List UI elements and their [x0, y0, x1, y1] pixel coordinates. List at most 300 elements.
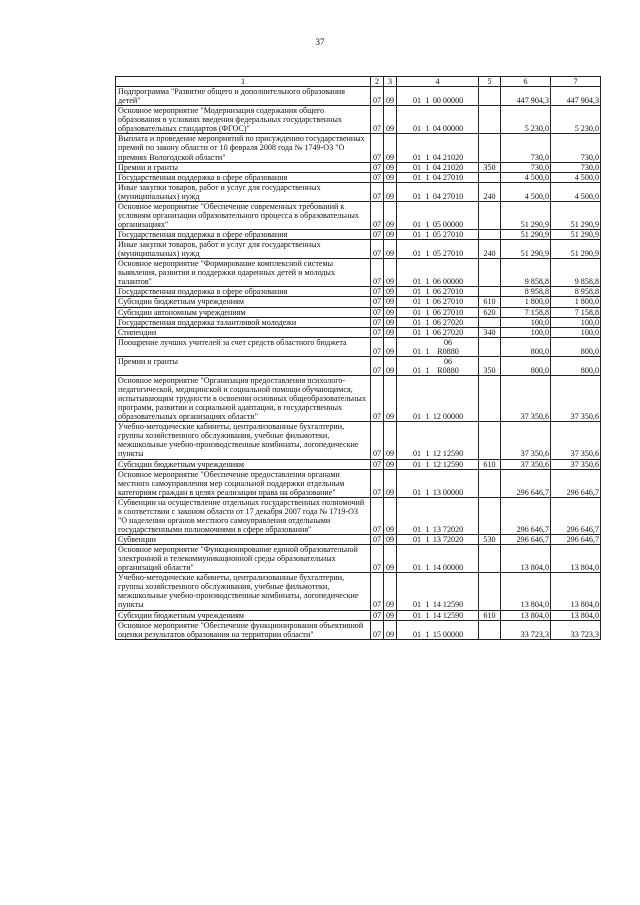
target-article-cell — [397, 375, 479, 421]
amount-year2-cell: 7 158,8 — [551, 307, 601, 317]
table-row — [116, 327, 601, 337]
subsection-code-cell: 09 — [384, 573, 397, 610]
subsection-code-cell: 09 — [384, 162, 397, 172]
section-code-cell: 07 — [371, 497, 384, 534]
amount-year2-cell: 33 723,3 — [551, 620, 601, 639]
table-row — [116, 356, 601, 375]
amount-year1-cell: 447 904,3 — [501, 87, 551, 106]
expense-type-cell — [479, 259, 501, 287]
row-name-cell: Стипендии — [116, 327, 371, 337]
target-article-part: 1 — [425, 219, 430, 229]
expense-type-cell — [479, 87, 501, 106]
row-name-cell: Государственная поддержка в сфере образования — [116, 230, 371, 240]
amount-year2-cell: 4 500,0 — [551, 172, 601, 182]
expense-type-cell: 620 — [479, 307, 501, 317]
row-name-cell: Субсидии бюджетным учреждениям — [116, 297, 371, 307]
table-row — [116, 337, 601, 356]
expense-type-cell — [479, 545, 501, 573]
target-article-part: 01 — [412, 487, 422, 497]
table-row — [116, 134, 601, 162]
amount-year2-cell: 800,0 — [551, 356, 601, 375]
table-row — [116, 259, 601, 287]
target-article-cell — [397, 230, 479, 240]
amount-year1-cell: 800,0 — [501, 356, 551, 375]
target-article-part: 1 — [425, 563, 430, 573]
row-name-cell: Субвенции на осуществление отдельных государственных полномочий в соответствии с законом области от 17 декабря 2007 года № 1719-ОЗ "О наделении органов местного самоуправления отдельными государственными полномочиями в сфере образования" — [116, 497, 371, 534]
target-article-part: 06 27020 — [432, 327, 464, 337]
target-article-part: 01 — [412, 287, 422, 297]
target-article-part: 01 — [412, 610, 422, 620]
target-article-cell — [397, 106, 479, 134]
target-article-part: 04 21020 — [432, 152, 464, 162]
target-article-cell — [397, 134, 479, 162]
target-article-cell — [397, 317, 479, 327]
amount-year2-cell: 100,0 — [551, 327, 601, 337]
subsection-code-cell: 09 — [384, 307, 397, 317]
target-article-part: 1 — [425, 535, 430, 544]
subsection-code-cell: 09 — [384, 87, 397, 106]
table-row — [116, 375, 601, 421]
subsection-code-cell: 09 — [384, 545, 397, 573]
table-row — [116, 620, 601, 639]
amount-year2-cell: 13 804,0 — [551, 573, 601, 610]
expense-type-cell: 340 — [479, 327, 501, 337]
target-article-part: 01 — [412, 449, 422, 459]
amount-year1-cell: 296 646,7 — [501, 535, 551, 545]
target-article-cell — [397, 545, 479, 573]
target-article-part: 01 — [412, 219, 422, 229]
section-code-cell: 07 — [371, 240, 384, 259]
section-code-cell: 07 — [371, 106, 384, 134]
target-article-part: 04 21020 — [432, 162, 464, 172]
amount-year1-cell: 1 800,0 — [501, 297, 551, 307]
amount-year2-cell: 296 646,7 — [551, 497, 601, 534]
expense-type-cell: 240 — [479, 240, 501, 259]
target-article-cell — [397, 422, 479, 459]
expense-type-cell: 350 — [479, 356, 501, 375]
subsection-code-cell: 09 — [384, 182, 397, 201]
amount-year1-cell: 9 858,8 — [501, 259, 551, 287]
amount-year1-cell: 4 500,0 — [501, 172, 551, 182]
target-article-cell — [397, 297, 479, 307]
table-row — [116, 317, 601, 327]
amount-year1-cell: 5 230,0 — [501, 106, 551, 134]
row-name-cell: Субсидии автономным учреждениям — [116, 307, 371, 317]
row-name-cell: Иные закупки товаров, работ и услуг для государственных (муниципальных) нужд — [116, 240, 371, 259]
table-row — [116, 182, 601, 201]
section-code-cell: 07 — [371, 356, 384, 375]
subsection-code-cell: 09 — [384, 297, 397, 307]
budget-table — [115, 76, 601, 640]
amount-year2-cell: 296 646,7 — [551, 535, 601, 545]
amount-year1-cell: 296 646,7 — [501, 469, 551, 497]
section-code-cell: 07 — [371, 297, 384, 307]
expense-type-cell — [479, 375, 501, 421]
target-article-part: 06 R0880 — [437, 356, 459, 375]
target-article-part: 1 — [425, 172, 430, 182]
row-name-cell: Основное мероприятие "Обеспечение предоставления органами местного самоуправления мер социальной поддержки отдельным категориям граждан в целях реализации права на образование" — [116, 469, 371, 497]
target-article-part: 1 — [425, 317, 430, 327]
target-article-part: 12 00000 — [432, 412, 464, 422]
row-name-cell: Основное мероприятие "Модернизация содержания общего образования в условиях введения федеральных государственных образовательных стандартов (ФГОС)" — [116, 106, 371, 134]
section-code-cell: 07 — [371, 134, 384, 162]
expense-type-cell: 350 — [479, 162, 501, 172]
amount-year2-cell: 51 290,9 — [551, 230, 601, 240]
target-article-part: 14 00000 — [432, 563, 464, 573]
table-row — [116, 535, 601, 545]
section-code-cell: 07 — [371, 317, 384, 327]
subsection-code-cell: 09 — [384, 620, 397, 639]
expense-type-cell: 530 — [479, 535, 501, 545]
amount-year2-cell: 51 290,9 — [551, 201, 601, 229]
row-name-cell: Выплата и проведение мероприятий по присуждению государственных премий по закону области от 10 февраля 2008 года № 1749-ОЗ "О премиях Вологодской области" — [116, 134, 371, 162]
target-article-cell — [397, 356, 479, 375]
target-article-cell — [397, 87, 479, 106]
row-name-cell: Субсидии бюджетным учреждениям — [116, 459, 371, 469]
amount-year1-cell: 730,0 — [501, 134, 551, 162]
target-article-cell — [397, 259, 479, 287]
amount-year1-cell: 37 350,6 — [501, 375, 551, 421]
amount-year2-cell: 730,0 — [551, 134, 601, 162]
target-article-cell — [397, 573, 479, 610]
table-row — [116, 573, 601, 610]
target-article-part: 06 27010 — [432, 287, 464, 297]
expense-type-cell — [479, 337, 501, 356]
amount-year1-cell: 100,0 — [501, 327, 551, 337]
expense-type-cell — [479, 469, 501, 497]
target-article-part: 05 27010 — [432, 230, 464, 239]
expense-type-cell — [479, 422, 501, 459]
row-name-cell: Основное мероприятие "Организация предоставления психолого-педагогической, медицинской и социальной помощи обучающимся, испытывающим трудности в освоении основных общеобразовательных программ, развитии и социальной адаптации, в государственных образовательных организациях области" — [116, 375, 371, 421]
expense-type-cell — [479, 573, 501, 610]
target-article-part: 01 — [412, 629, 422, 639]
table-row — [116, 162, 601, 172]
section-code-cell: 07 — [371, 535, 384, 545]
section-code-cell: 07 — [371, 469, 384, 497]
table-row — [116, 172, 601, 182]
row-name-cell: Подпрограмма "Развитие общего и дополнительного образования детей" — [116, 87, 371, 106]
row-name-cell: Учебно-методические кабинеты, централизованные бухгалтерии, группы хозяйственного обслуживания, учебные фильмотеки, межшкольные учебно-производственные комбинаты, логопедические пункты — [116, 573, 371, 610]
target-article-part: 14 12590 — [432, 600, 464, 610]
target-article-part: 1 — [425, 96, 430, 106]
subsection-code-cell: 09 — [384, 240, 397, 259]
header-col-3: 3 — [384, 77, 397, 87]
table-row — [116, 201, 601, 229]
target-article-part: 06 27010 — [432, 297, 464, 307]
target-article-part: 04 27010 — [432, 172, 464, 182]
amount-year2-cell: 8 958,8 — [551, 287, 601, 297]
target-article-cell — [397, 327, 479, 337]
target-article-part: 01 — [412, 346, 422, 356]
section-code-cell: 07 — [371, 620, 384, 639]
target-article-cell — [397, 459, 479, 469]
row-name-cell: Субсидии бюджетным учреждениям — [116, 610, 371, 620]
header-col-2: 2 — [371, 77, 384, 87]
row-name-cell: Премии и гранты — [116, 356, 371, 375]
amount-year2-cell: 9 858,8 — [551, 259, 601, 287]
table-row — [116, 87, 601, 106]
expense-type-cell — [479, 230, 501, 240]
subsection-code-cell: 09 — [384, 106, 397, 134]
target-article-part: 01 — [412, 563, 422, 573]
row-name-cell: Субвенции — [116, 535, 371, 545]
amount-year1-cell: 13 804,0 — [501, 610, 551, 620]
target-article-part: 1 — [425, 346, 430, 356]
target-article-part: 01 — [412, 277, 422, 287]
amount-year2-cell: 37 350,6 — [551, 459, 601, 469]
target-article-part: 01 — [412, 230, 422, 239]
row-name-cell: Основное мероприятие "Обеспечение функционирования объективной оценки результатов образования на территории области" — [116, 620, 371, 639]
subsection-code-cell: 09 — [384, 610, 397, 620]
target-article-part: 01 — [412, 327, 422, 337]
target-article-part: 06 00000 — [432, 277, 464, 287]
target-article-cell — [397, 287, 479, 297]
subsection-code-cell: 09 — [384, 497, 397, 534]
amount-year2-cell: 5 230,0 — [551, 106, 601, 134]
amount-year1-cell: 296 646,7 — [501, 497, 551, 534]
target-article-part: 01 — [412, 172, 422, 182]
section-code-cell: 07 — [371, 230, 384, 240]
target-article-part: 12 12590 — [432, 449, 464, 459]
row-name-cell: Основное мероприятие "Формирование комплексной системы выявления, развития и поддержки одаренных детей и молодых талантов" — [116, 259, 371, 287]
target-article-part: 15 00000 — [432, 629, 464, 639]
target-article-part: 13 72020 — [432, 535, 464, 544]
row-name-cell: Учебно-методические кабинеты, централизованные бухгалтерии, группы хозяйственного обслуживания, учебные фильмотеки, межшкольные учебно-производственные комбинаты, логопедические пункты — [116, 422, 371, 459]
header-col-7: 7 — [551, 77, 601, 87]
target-article-part: 04 27010 — [432, 191, 464, 201]
target-article-part: 13 72020 — [432, 524, 464, 534]
section-code-cell: 07 — [371, 459, 384, 469]
table-row — [116, 545, 601, 573]
amount-year2-cell: 13 804,0 — [551, 610, 601, 620]
amount-year1-cell: 51 290,9 — [501, 201, 551, 229]
amount-year2-cell: 800,0 — [551, 337, 601, 356]
target-article-part: 01 — [412, 317, 422, 327]
subsection-code-cell: 09 — [384, 375, 397, 421]
page-number: 37 — [315, 37, 325, 47]
amount-year2-cell: 296 646,7 — [551, 469, 601, 497]
amount-year1-cell: 33 723,3 — [501, 620, 551, 639]
expense-type-cell — [479, 172, 501, 182]
target-article-part: 1 — [425, 249, 430, 259]
expense-type-cell — [479, 106, 501, 134]
section-code-cell: 07 — [371, 337, 384, 356]
target-article-part: 1 — [425, 600, 430, 610]
amount-year1-cell: 100,0 — [501, 317, 551, 327]
section-code-cell: 07 — [371, 162, 384, 172]
target-article-part: 00 00000 — [432, 96, 464, 106]
section-code-cell: 07 — [371, 259, 384, 287]
target-article-part: 1 — [425, 152, 430, 162]
amount-year1-cell: 37 350,6 — [501, 459, 551, 469]
subsection-code-cell: 09 — [384, 535, 397, 545]
table-row — [116, 240, 601, 259]
target-article-part: 01 — [412, 600, 422, 610]
header-col-6: 6 — [501, 77, 551, 87]
target-article-cell — [397, 162, 479, 172]
expense-type-cell — [479, 497, 501, 534]
subsection-code-cell: 09 — [384, 201, 397, 229]
table-row — [116, 459, 601, 469]
row-name-cell: Государственная поддержка талантливой молодежи — [116, 317, 371, 327]
expense-type-cell — [479, 287, 501, 297]
amount-year1-cell: 4 500,0 — [501, 182, 551, 201]
target-article-part: 01 — [412, 307, 422, 317]
subsection-code-cell: 09 — [384, 259, 397, 287]
target-article-part: 1 — [425, 287, 430, 297]
expense-type-cell: 610 — [479, 297, 501, 307]
target-article-part: 14 12590 — [432, 610, 464, 620]
amount-year1-cell: 37 350,6 — [501, 422, 551, 459]
section-code-cell: 07 — [371, 87, 384, 106]
amount-year2-cell: 13 804,0 — [551, 545, 601, 573]
target-article-part: 1 — [425, 327, 430, 337]
amount-year2-cell: 4 500,0 — [551, 182, 601, 201]
table-row — [116, 497, 601, 534]
subsection-code-cell: 09 — [384, 337, 397, 356]
target-article-cell — [397, 337, 479, 356]
target-article-cell — [397, 469, 479, 497]
section-code-cell: 07 — [371, 172, 384, 182]
target-article-part: 01 — [412, 365, 422, 375]
amount-year1-cell: 8 958,8 — [501, 287, 551, 297]
amount-year1-cell: 51 290,9 — [501, 230, 551, 240]
target-article-part: 13 00000 — [432, 487, 464, 497]
target-article-cell — [397, 620, 479, 639]
amount-year2-cell: 100,0 — [551, 317, 601, 327]
target-article-part: 1 — [425, 449, 430, 459]
target-article-cell — [397, 610, 479, 620]
amount-year2-cell: 51 290,9 — [551, 240, 601, 259]
target-article-part: 1 — [425, 297, 430, 307]
row-name-cell: Основное мероприятие "Функционирование единой образовательной электронной и телекоммуникационной среды образовательных организаций области" — [116, 545, 371, 573]
target-article-part: 05 00000 — [432, 219, 464, 229]
section-code-cell: 07 — [371, 201, 384, 229]
target-article-part: 01 — [412, 152, 422, 162]
subsection-code-cell: 09 — [384, 317, 397, 327]
table-row — [116, 610, 601, 620]
table-row — [116, 469, 601, 497]
subsection-code-cell: 09 — [384, 327, 397, 337]
target-article-part: 01 — [412, 191, 422, 201]
section-code-cell: 07 — [371, 545, 384, 573]
target-article-cell — [397, 201, 479, 229]
row-name-cell: Государственная поддержка в сфере образования — [116, 287, 371, 297]
target-article-part: 01 — [412, 535, 422, 544]
target-article-cell — [397, 497, 479, 534]
target-article-part: 01 — [412, 162, 422, 172]
table-row — [116, 230, 601, 240]
amount-year2-cell: 730,0 — [551, 162, 601, 172]
target-article-part: 01 — [412, 249, 422, 259]
target-article-part: 1 — [425, 277, 430, 287]
expense-type-cell: 610 — [479, 459, 501, 469]
amount-year1-cell: 800,0 — [501, 337, 551, 356]
amount-year1-cell: 730,0 — [501, 162, 551, 172]
section-code-cell: 07 — [371, 182, 384, 201]
target-article-part: 1 — [425, 162, 430, 172]
target-article-part: 12 12590 — [432, 459, 464, 469]
row-name-cell: Государственная поддержка в сфере образования — [116, 172, 371, 182]
row-name-cell: Премии и гранты — [116, 162, 371, 172]
table-row — [116, 422, 601, 459]
target-article-part: 1 — [425, 307, 430, 317]
target-article-part: 1 — [425, 412, 430, 422]
target-article-cell — [397, 535, 479, 545]
section-code-cell: 07 — [371, 573, 384, 610]
target-article-part: 1 — [425, 230, 430, 239]
target-article-part: 1 — [425, 365, 430, 375]
target-article-cell — [397, 240, 479, 259]
row-name-cell: Иные закупки товаров, работ и услуг для государственных (муниципальных) нужд — [116, 182, 371, 201]
amount-year2-cell: 1 800,0 — [551, 297, 601, 307]
target-article-cell — [397, 172, 479, 182]
row-name-cell: Поощрение лучших учителей за счет средств областного бюджета — [116, 337, 371, 356]
section-code-cell: 07 — [371, 287, 384, 297]
header-col-4: 4 — [397, 77, 479, 87]
target-article-part: 01 — [412, 124, 422, 134]
target-article-part: 01 — [412, 524, 422, 534]
subsection-code-cell: 09 — [384, 459, 397, 469]
target-article-part: 1 — [425, 610, 430, 620]
target-article-part: 01 — [412, 412, 422, 422]
amount-year1-cell: 51 290,9 — [501, 240, 551, 259]
amount-year1-cell: 7 158,8 — [501, 307, 551, 317]
subsection-code-cell: 09 — [384, 230, 397, 240]
subsection-code-cell: 09 — [384, 469, 397, 497]
table-row — [116, 287, 601, 297]
header-col-1: 1 — [116, 77, 371, 87]
target-article-part: 1 — [425, 629, 430, 639]
expense-type-cell — [479, 317, 501, 327]
section-code-cell: 07 — [371, 307, 384, 317]
table-row — [116, 307, 601, 317]
expense-type-cell — [479, 201, 501, 229]
target-article-cell — [397, 307, 479, 317]
expense-type-cell: 610 — [479, 610, 501, 620]
subsection-code-cell: 09 — [384, 356, 397, 375]
amount-year1-cell: 13 804,0 — [501, 573, 551, 610]
amount-year1-cell: 13 804,0 — [501, 545, 551, 573]
target-article-part: 06 27010 — [432, 307, 464, 317]
target-article-part: 01 — [412, 459, 422, 469]
table-header-row — [116, 77, 601, 87]
amount-year2-cell: 37 350,6 — [551, 375, 601, 421]
target-article-part: 1 — [425, 524, 430, 534]
expense-type-cell — [479, 620, 501, 639]
target-article-part: 01 — [412, 297, 422, 307]
subsection-code-cell: 09 — [384, 172, 397, 182]
target-article-part: 1 — [425, 487, 430, 497]
target-article-part: 06 27020 — [432, 317, 464, 327]
table-row — [116, 297, 601, 307]
row-name-cell: Основное мероприятие "Обеспечение современных требований к условиям организации образовательного процесса в образовательных организациях" — [116, 201, 371, 229]
subsection-code-cell: 09 — [384, 287, 397, 297]
target-article-part: 1 — [425, 124, 430, 134]
header-col-5: 5 — [479, 77, 501, 87]
section-code-cell: 07 — [371, 422, 384, 459]
subsection-code-cell: 09 — [384, 134, 397, 162]
section-code-cell: 07 — [371, 327, 384, 337]
table-row — [116, 106, 601, 134]
target-article-part: 1 — [425, 191, 430, 201]
target-article-part: 05 27010 — [432, 249, 464, 259]
section-code-cell: 07 — [371, 375, 384, 421]
amount-year2-cell: 37 350,6 — [551, 422, 601, 459]
target-article-cell — [397, 182, 479, 201]
section-code-cell: 07 — [371, 610, 384, 620]
target-article-part: 01 — [412, 96, 422, 106]
